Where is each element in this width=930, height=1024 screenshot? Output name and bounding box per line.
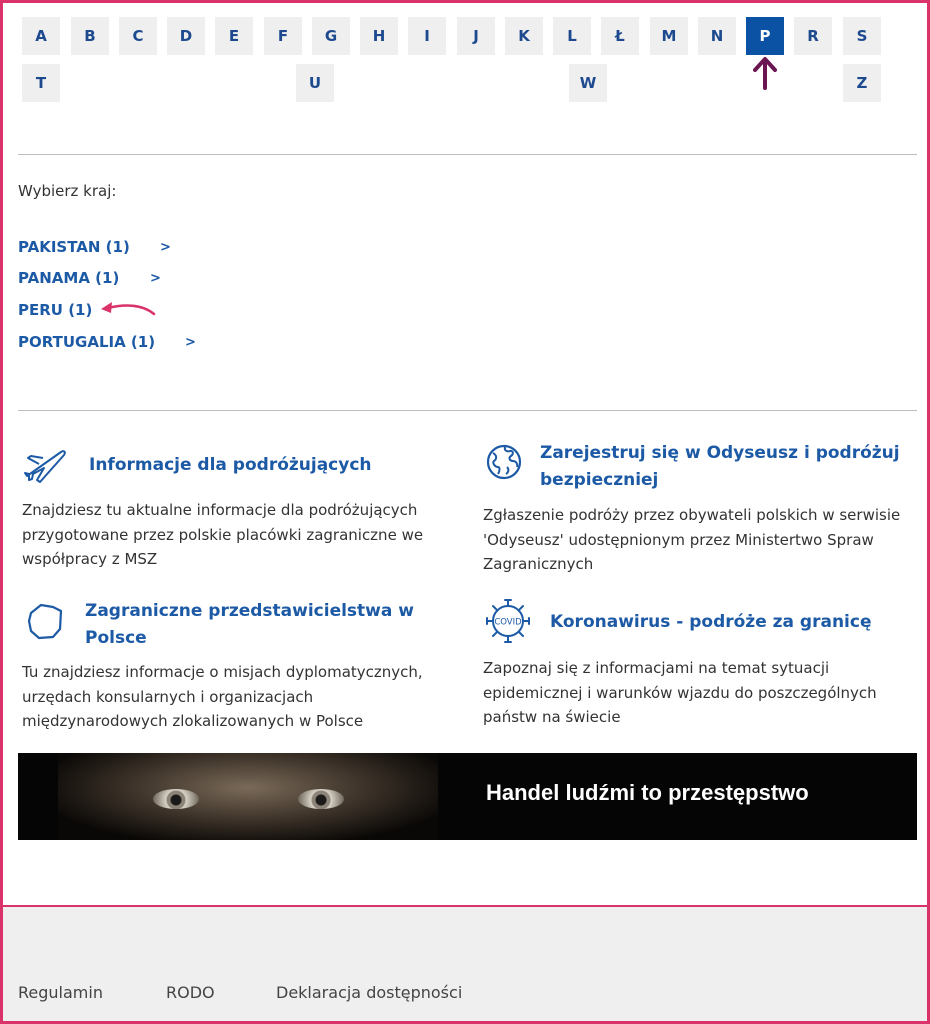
footer-link-regulamin[interactable]: Regulamin [18, 983, 103, 1002]
letter-k[interactable]: K [505, 17, 543, 55]
letter-t[interactable]: T [22, 64, 60, 102]
letter-m[interactable]: M [650, 17, 688, 55]
choose-country-label: Wybierz kraj: [18, 182, 117, 200]
letter-r[interactable]: R [794, 17, 832, 55]
odyseusz-register-link[interactable]: Zarejestruj się w Odyseusz i podróżuj bezpieczniej [540, 443, 900, 490]
letter-g[interactable]: G [312, 17, 350, 55]
travelers-info-link[interactable]: Informacje dla podróżujących [89, 455, 372, 475]
country-link-panama[interactable]: PANAMA (1) [18, 269, 120, 287]
annotation-arrow-up-icon [752, 54, 778, 90]
banner-eye-right [298, 789, 344, 809]
divider [18, 154, 917, 155]
letter-i[interactable]: I [408, 17, 446, 55]
odyseusz-description: Zgłaszenie podróży przez obywateli polskich w serwisie 'Odyseusz' udostępnionym przez Ministertwo Spraw Zagranicznych [483, 506, 901, 573]
banner-text: Handel ludźmi to przestępstwo [486, 780, 809, 805]
poland-map-icon [25, 601, 65, 641]
annotation-arrow-left-icon [98, 296, 158, 320]
chevron-right-icon[interactable]: > [160, 240, 171, 255]
letter-l[interactable]: L [553, 17, 591, 55]
country-link-portugalia[interactable]: PORTUGALIA (1) [18, 333, 156, 351]
footer-link-accessibility[interactable]: Deklaracja dostępności [276, 983, 463, 1002]
foreign-representations-description: Tu znajdziesz informacje o misjach dyplomatycznych, urzędach konsularnych i organizacjach międzynarodowych zlokalizowanych w Polsce [22, 663, 423, 730]
chevron-right-icon[interactable]: > [185, 335, 196, 350]
human-trafficking-banner[interactable] [18, 753, 917, 840]
country-link-pakistan[interactable]: PAKISTAN (1) [18, 238, 130, 256]
globe-icon [485, 443, 523, 481]
letter-n[interactable]: N [698, 17, 736, 55]
airplane-icon [23, 446, 67, 486]
covid-icon [485, 598, 531, 644]
letter-h[interactable]: H [360, 17, 398, 55]
coronavirus-travel-link[interactable]: Koronawirus - podróże za granicę [550, 612, 872, 632]
footer-link-rodo[interactable]: RODO [166, 983, 215, 1002]
letter-p-active[interactable]: P [746, 17, 784, 55]
letter-d[interactable]: D [167, 17, 205, 55]
foreign-representations-link[interactable]: Zagraniczne przedstawicielstwa w Polsce [85, 601, 414, 648]
letter-w[interactable]: W [569, 64, 607, 102]
letter-e[interactable]: E [215, 17, 253, 55]
letter-l-stroke[interactable]: Ł [601, 17, 639, 55]
banner-face-image [58, 753, 438, 840]
letter-j[interactable]: J [457, 17, 495, 55]
letter-a[interactable]: A [22, 17, 60, 55]
letter-z[interactable]: Z [843, 64, 881, 102]
footer [3, 905, 927, 1021]
letter-b[interactable]: B [71, 17, 109, 55]
letter-f[interactable]: F [264, 17, 302, 55]
letter-u[interactable]: U [296, 64, 334, 102]
divider [18, 410, 917, 411]
coronavirus-description: Zapoznaj się z informacjami na temat sytuacji epidemicznej i warunków wjazdu do poszczególnych państw na świecie [483, 659, 877, 726]
banner-eye-left [153, 789, 199, 809]
chevron-right-icon[interactable]: > [150, 271, 161, 286]
travelers-info-description: Znajdziesz tu aktualne informacje dla podróżujących przygotowane przez polskie placówki zagraniczne we współpracy z MSZ [22, 501, 424, 568]
letter-c[interactable]: C [119, 17, 157, 55]
letter-s[interactable]: S [843, 17, 881, 55]
country-link-peru[interactable]: PERU (1) [18, 301, 93, 319]
covid-icon-label: COVID [494, 617, 522, 628]
